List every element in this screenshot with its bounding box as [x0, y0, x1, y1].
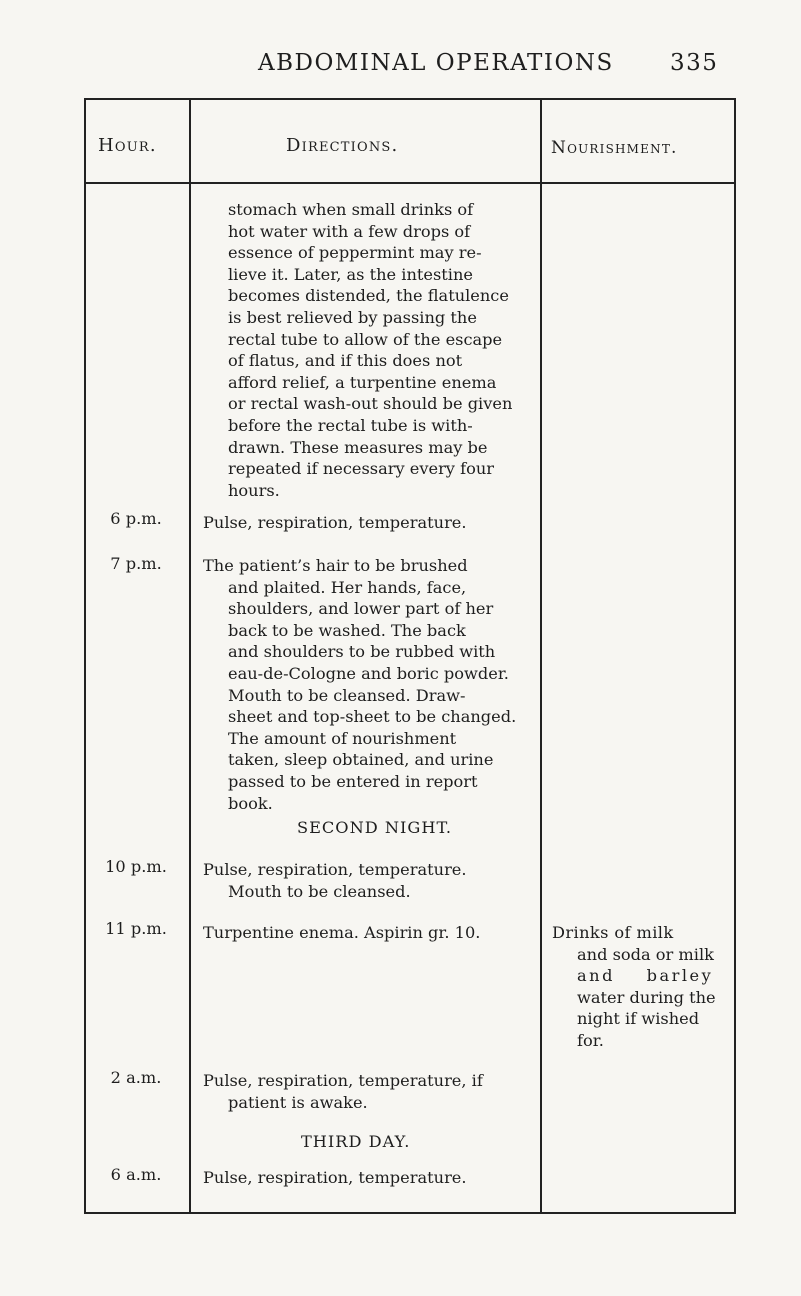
directions-line: Pulse, respiration, temperature.: [203, 513, 467, 532]
directions-line: repeated if necessary every four: [228, 459, 494, 479]
hour-cell: 7 p.m.: [110, 554, 162, 573]
column-header-directions: Directions.: [286, 135, 399, 156]
page-number: 335: [670, 50, 719, 76]
column-header-nourishment: Nourishment.: [551, 138, 678, 158]
directions-line: becomes distended, the flatulence: [228, 286, 509, 306]
column-rule-left: [84, 100, 86, 1212]
directions-line: hot water with a few drops of: [228, 221, 471, 241]
table-top-rule: [84, 98, 736, 100]
hour-cell: 6 a.m.: [110, 1165, 162, 1184]
directions-line: Pulse, respiration, temperature, if: [203, 1071, 483, 1090]
nourishment-line: and soda or milk: [577, 944, 714, 964]
hour-cell: 6 p.m.: [110, 509, 162, 528]
nourishment-line: Drinks of milk: [552, 923, 674, 942]
directions-line: Pulse, respiration, temperature.: [203, 860, 467, 879]
directions-line: The patient’s hair to be brushed: [203, 556, 468, 575]
directions-line: shoulders, and lower part of her: [228, 599, 494, 619]
hour-cell: 10 p.m.: [105, 857, 167, 876]
directions-line: afford relief, a turpentine enema: [228, 372, 497, 392]
directions-line: taken, sleep obtained, and urine: [228, 750, 494, 770]
directions-line: eau-de-Cologne and boric powder.: [228, 664, 509, 683]
directions-line: sheet and top-sheet to be changed.: [228, 707, 517, 727]
directions-line: and shoulders to be rubbed with: [228, 642, 496, 662]
hour-cell: 2 a.m.: [110, 1068, 162, 1087]
directions-line: before the rectal tube is with-: [228, 416, 473, 435]
section-heading-second-night: SECOND NIGHT.: [297, 818, 453, 837]
column-rule-directions: [540, 100, 542, 1212]
directions-line: hours.: [228, 480, 280, 500]
directions-line: book.: [228, 793, 273, 813]
section-heading-third-day: THIRD DAY.: [301, 1132, 411, 1151]
nourishment-line: and barley: [577, 966, 714, 986]
directions-line: Mouth to be cleansed. Draw-: [228, 685, 466, 705]
hour-cell: 11 p.m.: [105, 919, 167, 938]
column-rule-right: [734, 100, 736, 1212]
nourishment-line: night if wished: [577, 1009, 700, 1029]
directions-line: lieve it. Later, as the intestine: [228, 264, 473, 284]
directions-line: or rectal wash-out should be given: [228, 394, 513, 414]
directions-line: back to be washed. The back: [228, 620, 466, 640]
directions-line: passed to be entered in report: [228, 772, 478, 791]
column-header-hour: Hour.: [98, 135, 157, 156]
running-title: ABDOMINAL OPERATIONS: [258, 50, 614, 76]
directions-line: rectal tube to allow of the escape: [228, 329, 503, 349]
directions-line: Pulse, respiration, temperature.: [203, 1168, 467, 1187]
directions-line: patient is awake.: [228, 1092, 368, 1112]
directions-line: drawn. These measures may be: [228, 437, 488, 457]
header-bottom-rule: [84, 182, 736, 184]
table-bottom-rule: [84, 1212, 736, 1214]
directions-line: is best relieved by passing the: [228, 308, 477, 327]
directions-line: stomach when small drinks of: [228, 200, 474, 219]
nourishment-line: water during the: [577, 987, 716, 1007]
directions-line: essence of peppermint may re-: [228, 243, 482, 263]
directions-line: of flatus, and if this does not: [228, 351, 463, 371]
directions-line: and plaited. Her hands, face,: [228, 577, 467, 597]
directions-line: Mouth to be cleansed.: [228, 881, 411, 901]
directions-line: Turpentine enema. Aspirin gr. 10.: [203, 923, 481, 942]
nourishment-line: for.: [577, 1031, 604, 1050]
column-rule-hour: [189, 100, 191, 1212]
directions-line: The amount of nourishment: [228, 728, 457, 748]
